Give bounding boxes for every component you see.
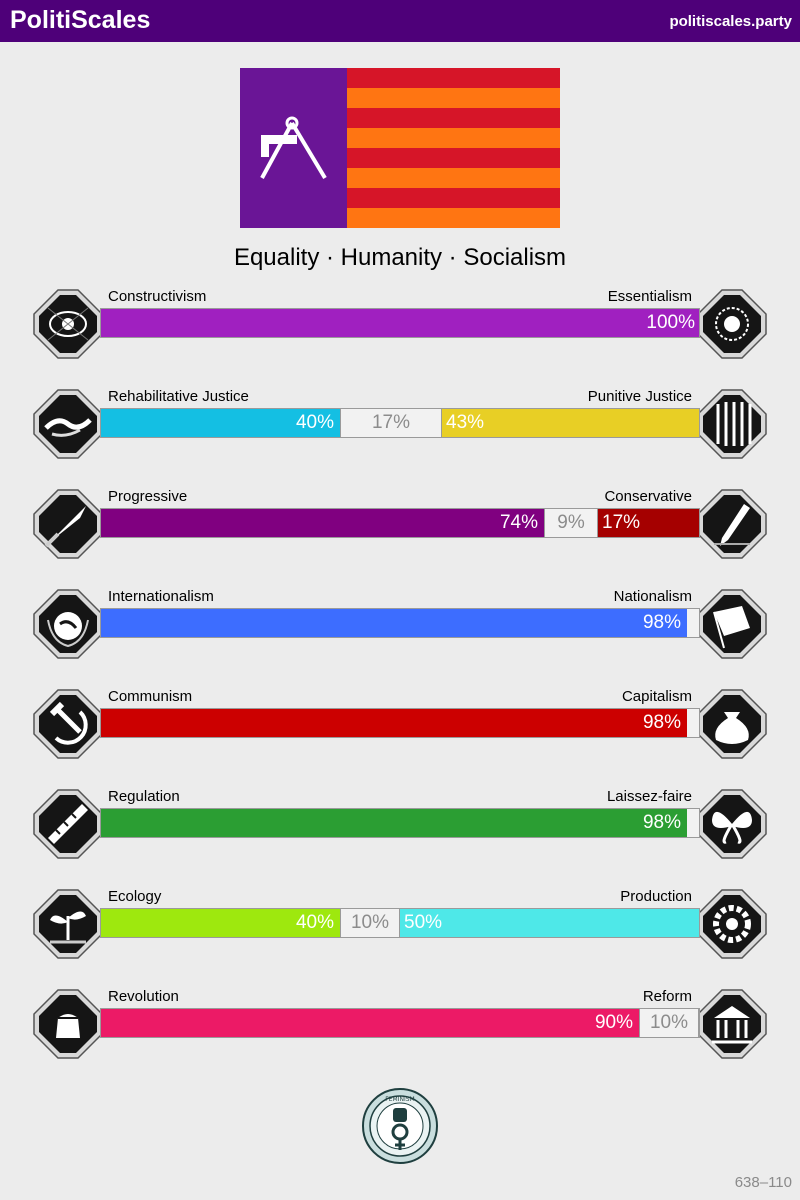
axis-bar <box>100 708 700 738</box>
brand-title: PolitiScales <box>10 6 151 34</box>
left-value: 40% <box>101 409 340 437</box>
axis-left-label: Rehabilitative Justice <box>108 388 249 405</box>
axis-bar <box>100 908 700 938</box>
rocket-icon <box>32 488 104 560</box>
globe-icon <box>32 588 104 660</box>
prison-bars-icon <box>696 388 768 460</box>
axis-row <box>0 288 800 368</box>
axis-row <box>0 488 800 568</box>
axis-right-label: Reform <box>642 988 692 1005</box>
right-value <box>687 609 699 637</box>
left-value: 98% <box>101 609 687 637</box>
left-value: 98% <box>101 809 687 837</box>
right-value <box>687 709 699 737</box>
left-value: 90% <box>101 1009 639 1037</box>
axis-right-label: Nationalism <box>613 588 692 605</box>
axis-left-label: Regulation <box>108 788 180 805</box>
hammer-sickle-icon <box>32 688 104 760</box>
app-header <box>0 0 800 42</box>
axis-row <box>0 888 800 968</box>
axis-right-label: Laissez-faire <box>606 788 692 805</box>
result-code: 638–110 <box>734 1174 792 1191</box>
axis-left-label: Internationalism <box>108 588 214 605</box>
site-url[interactable]: politiscales.party <box>669 13 792 30</box>
neutral-value: 10% <box>639 1009 699 1037</box>
axis-row <box>0 388 800 468</box>
right-value <box>687 809 699 837</box>
axis-right-label: Capitalism <box>621 688 692 705</box>
axis-left-label: Communism <box>108 688 193 705</box>
result-flag <box>240 68 560 228</box>
sprout-icon <box>32 888 104 960</box>
left-value: 74% <box>101 509 544 537</box>
butterfly-icon <box>696 788 768 860</box>
neutral-value: 9% <box>544 509 598 537</box>
flag-icon <box>696 588 768 660</box>
axis-right-label: Production <box>620 888 692 905</box>
quill-icon <box>696 488 768 560</box>
axis-bar <box>100 1008 700 1038</box>
parliament-icon <box>696 988 768 1060</box>
feminism-seal-icon <box>362 1088 438 1164</box>
neutral-value: 10% <box>340 909 400 937</box>
axis-row <box>0 988 800 1068</box>
axis-bar <box>100 508 700 538</box>
neutral-value: 17% <box>340 409 442 437</box>
left-value: 40% <box>101 909 340 937</box>
right-value: 43% <box>442 409 699 437</box>
right-value: 100% <box>101 309 699 337</box>
svg-text:FEMINISM: FEMINISM <box>385 1096 415 1103</box>
axis-left-label: Ecology <box>108 888 162 905</box>
axis-right-label: Punitive Justice <box>587 388 692 405</box>
left-value: 98% <box>101 709 687 737</box>
gear-icon <box>696 888 768 960</box>
slogan: Equality · Humanity · Socialism <box>233 244 567 271</box>
flower-icon <box>696 288 768 360</box>
ruler-icon <box>32 788 104 860</box>
axis-left-label: Progressive <box>108 488 188 505</box>
axis-row <box>0 588 800 668</box>
axis-right-label: Conservative <box>604 488 692 505</box>
axis-left-label: Constructivism <box>108 288 207 305</box>
axis-row <box>0 788 800 868</box>
axis-bar <box>100 808 700 838</box>
axis-left-label: Revolution <box>108 988 179 1005</box>
axis-row <box>0 688 800 768</box>
axis-right-label: Essentialism <box>607 288 692 305</box>
fist-icon <box>32 988 104 1060</box>
eye-icon <box>32 288 104 360</box>
axis-bar <box>100 408 700 438</box>
axis-bar <box>100 308 700 338</box>
money-bag-icon <box>696 688 768 760</box>
axis-bar <box>100 608 700 638</box>
handshake-icon <box>32 388 104 460</box>
right-value: 17% <box>598 509 699 537</box>
right-value: 50% <box>400 909 699 937</box>
